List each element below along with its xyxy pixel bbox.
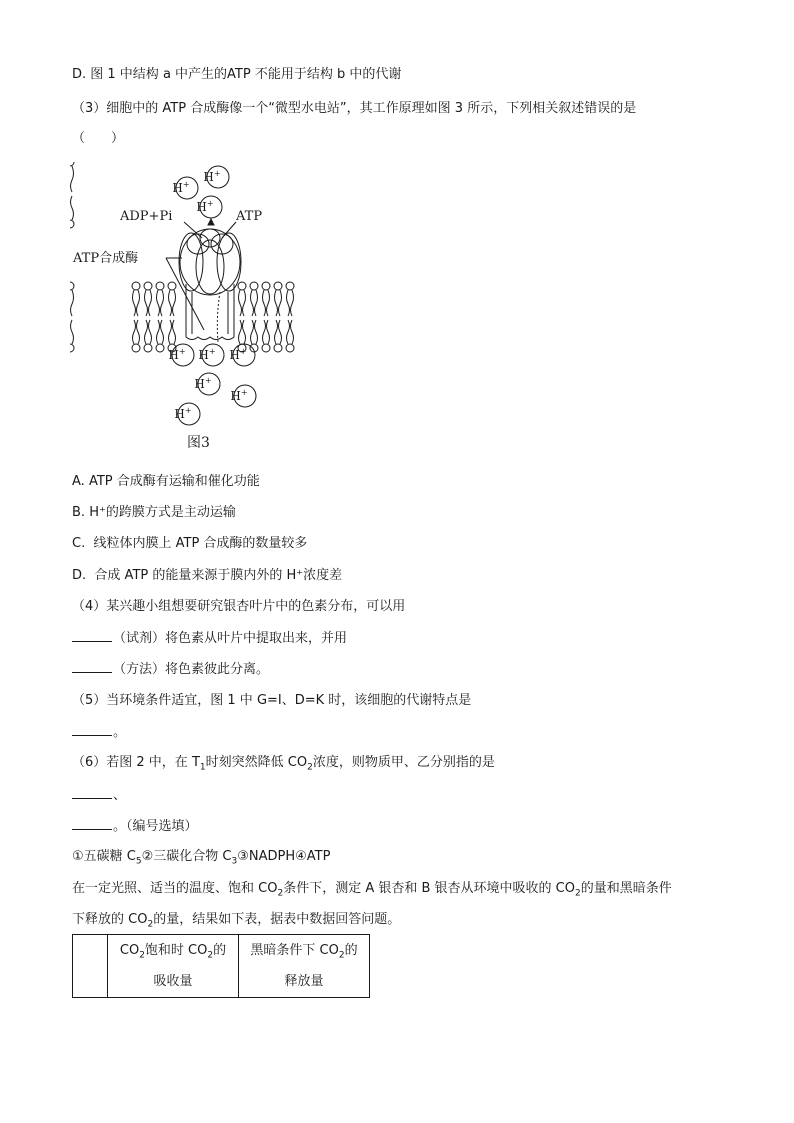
table-header-co2-release: 黑暗条件下 $CO_2$的 释放量: [239, 935, 370, 998]
answer-blank-metabolism[interactable]: [72, 723, 112, 736]
option-a: A. ATP 合成酶有运输和催化功能: [72, 474, 260, 489]
question-3-stem: （3）细胞中的 ATP 合成酶像一个“微型水电站”，其工作原理如图 3 所示，下列相关叙述错误的是: [72, 101, 637, 116]
svg-text:H+: H+: [172, 180, 190, 195]
svg-text:H+: H+: [203, 169, 221, 184]
svg-text:H+: H+: [230, 388, 248, 403]
table-header-empty: [73, 935, 108, 998]
experiment-intro-line-1: 在一定光照、适当的温度、饱和 $CO_2$条件下，测定 A 银杏和 B 银杏从环境中吸收的 $CO_2$的量和黑暗条件: [72, 881, 672, 899]
question-5-answer: 。: [72, 723, 126, 742]
question-3-answer-paren: （ ）: [72, 131, 125, 146]
phospholipid-bilayer-right: [238, 282, 294, 352]
question-5-stem: （5）当环境条件适宜，图 1 中 G=I、D=K 时，该细胞的代谢特点是: [72, 693, 472, 708]
question-4-line-3: （方法）将色素彼此分离。: [72, 660, 269, 679]
svg-text:H+: H+: [168, 347, 186, 362]
experiment-intro-line-2: 下释放的 $CO_2$的量，结果如下表，据表中数据回答问题。: [72, 912, 401, 930]
question-4-line-2: （试剂）将色素从叶片中提取出来，并用: [72, 629, 347, 648]
question-6-stem: （6）若图 2 中，在 $T_1$时刻突然降低 $CO_2$浓度，则物质甲、乙分别指的是: [72, 755, 495, 773]
svg-text:H+: H+: [174, 406, 192, 421]
svg-text:H+: H+: [229, 347, 247, 362]
table-header-row: [73, 935, 370, 998]
figure-caption: 图3: [187, 435, 210, 451]
svg-text:H+: H+: [198, 347, 216, 362]
table-header-co2-absorption: $CO_2$饱和时 $CO_2$的 吸收量: [108, 935, 239, 998]
question-4-stem: （4）某兴趣小组想要研究银杏叶片中的色素分布，可以用: [72, 599, 406, 614]
option-d: D. 合成 ATP 的能量来源于膜内外的 H⁺浓度差: [72, 568, 343, 583]
question-6-answer-2: 。（编号选填）: [72, 817, 198, 836]
answer-blank-reagent[interactable]: [72, 629, 112, 642]
question-6-answer-1: 、: [72, 786, 126, 805]
answer-blank-substance-jia[interactable]: [72, 786, 112, 799]
adp-pi-label: ADP+Pi: [120, 209, 173, 224]
option-b: B. H⁺的跨膜方式是主动运输: [72, 505, 236, 520]
answer-blank-method[interactable]: [72, 660, 112, 673]
answer-blank-substance-yi[interactable]: [72, 817, 112, 830]
svg-text:H+: H+: [196, 199, 214, 214]
co2-data-table: [72, 934, 370, 998]
atp-label: ATP: [236, 209, 263, 224]
svg-text:H+: H+: [194, 376, 212, 391]
option-c: C. 线粒体内膜上 ATP 合成酶的数量较多: [72, 536, 308, 551]
atp-synthase-diagram: [70, 162, 310, 457]
atp-synthase-label: ATP合成酶: [73, 251, 139, 266]
option-d-previous: D. 图 1 中结构 a 中产生的ATP 不能用于结构 b 中的代谢: [72, 67, 402, 82]
question-6-choices: ①五碳糖 $C_5②$三碳化合物 $C_3③NADPH④ATP$: [72, 849, 331, 867]
